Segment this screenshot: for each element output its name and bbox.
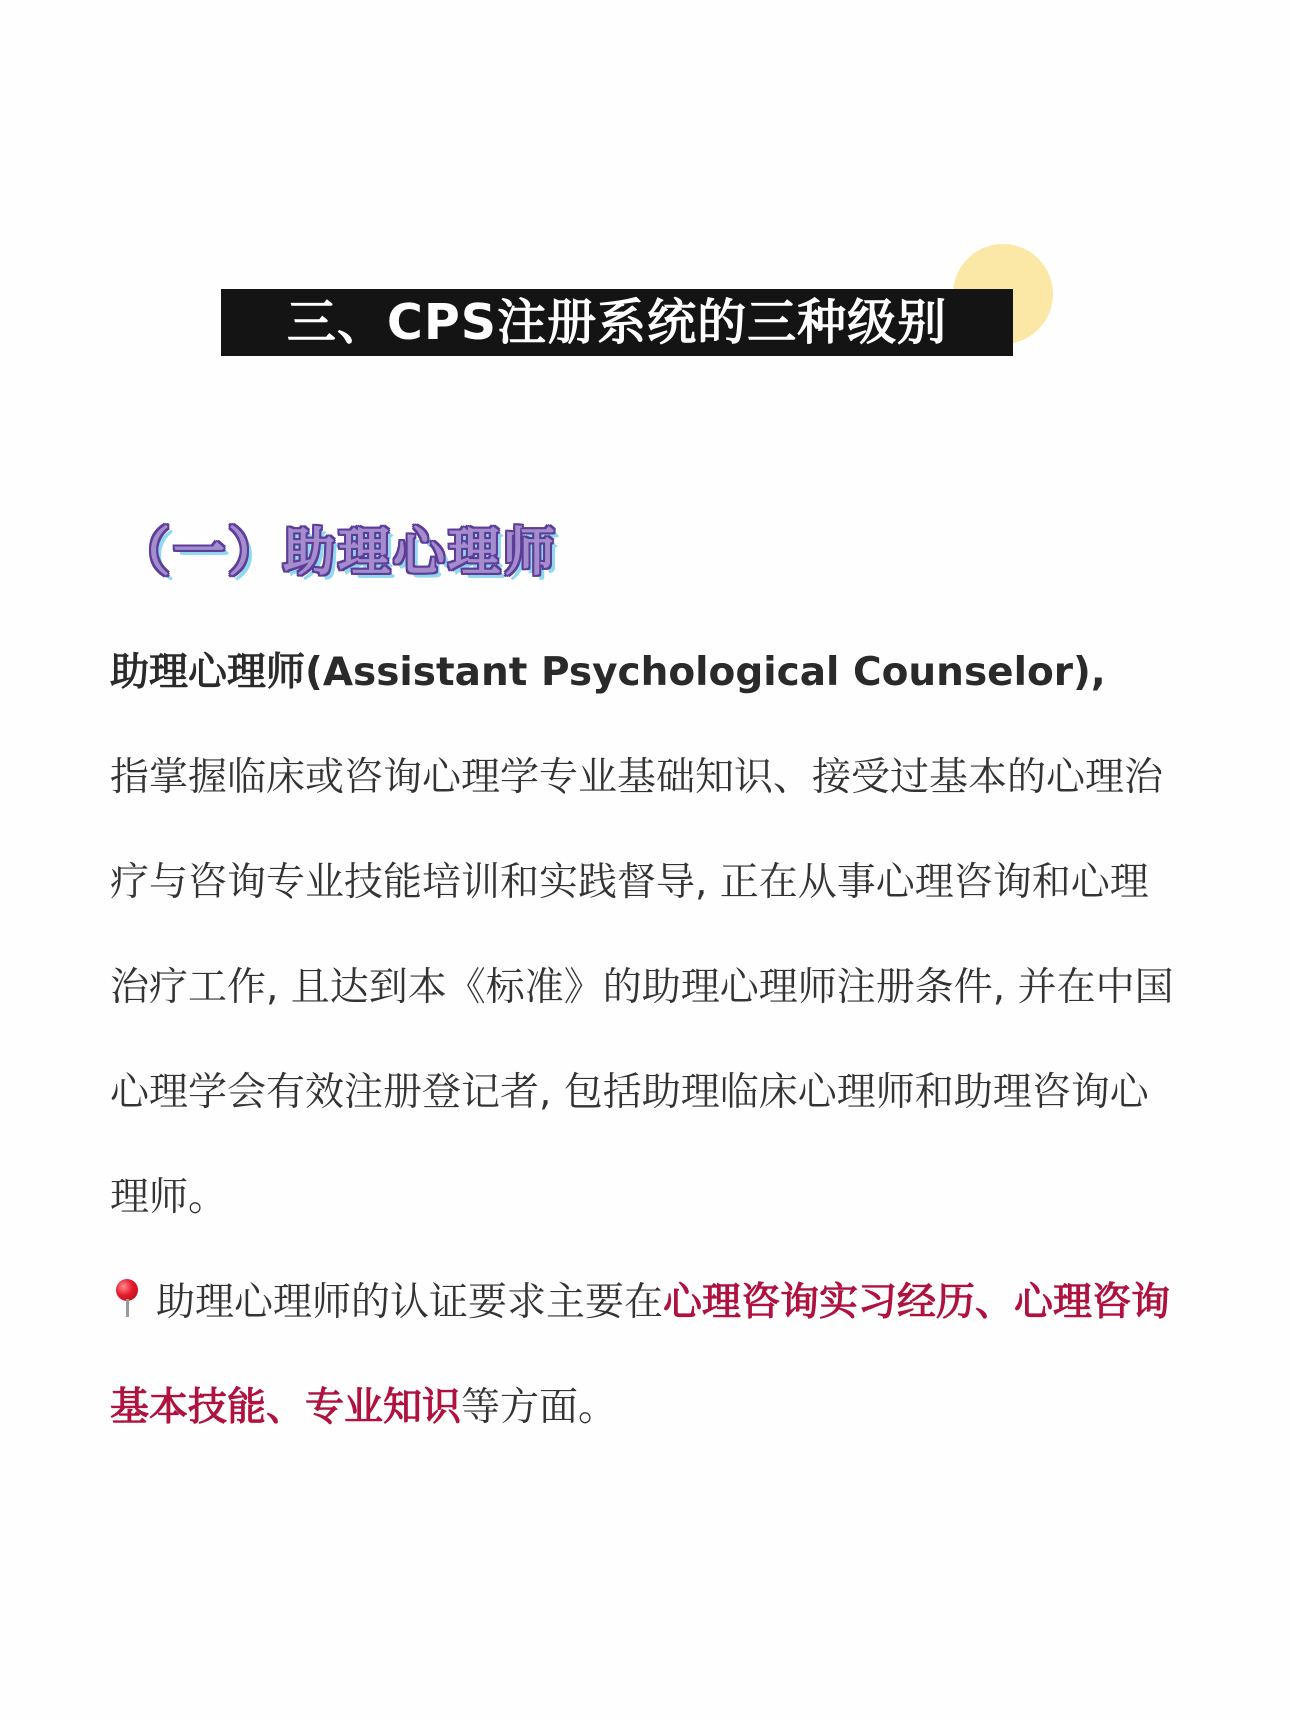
paragraph-body: 指掌握临床或咨询心理学专业基础知识、接受过基本的心理治疗与咨询专业技能培训和实践督导, 正在从事心理咨询和心理治疗工作, 且达到本《标准》的助理心理师注册条件, 并在中国心理学会有效注册登记者, 包括助理临床心理师和助理咨询心理师。 xyxy=(110,755,1174,1220)
note-highlight: 心理咨询实习经历、心理咨询基本技能、专业知识 xyxy=(110,1280,1171,1430)
section-heading: （一）助理心理师 xyxy=(118,523,559,583)
paragraph-lead: 助理心理师(Assistant Psychological Counselor), xyxy=(110,650,1106,695)
page-title xyxy=(221,289,1013,356)
definition-paragraph xyxy=(110,620,1182,1250)
note-suffix: 等方面。 xyxy=(461,1385,618,1430)
page-title-text: 三、CPS注册系统的三种级别 xyxy=(286,294,948,351)
pushpin-icon xyxy=(110,1277,148,1319)
body-content xyxy=(110,620,1182,1460)
note-prefix: 助理心理师的认证要求主要在 xyxy=(156,1280,664,1325)
note-paragraph xyxy=(110,1250,1182,1460)
